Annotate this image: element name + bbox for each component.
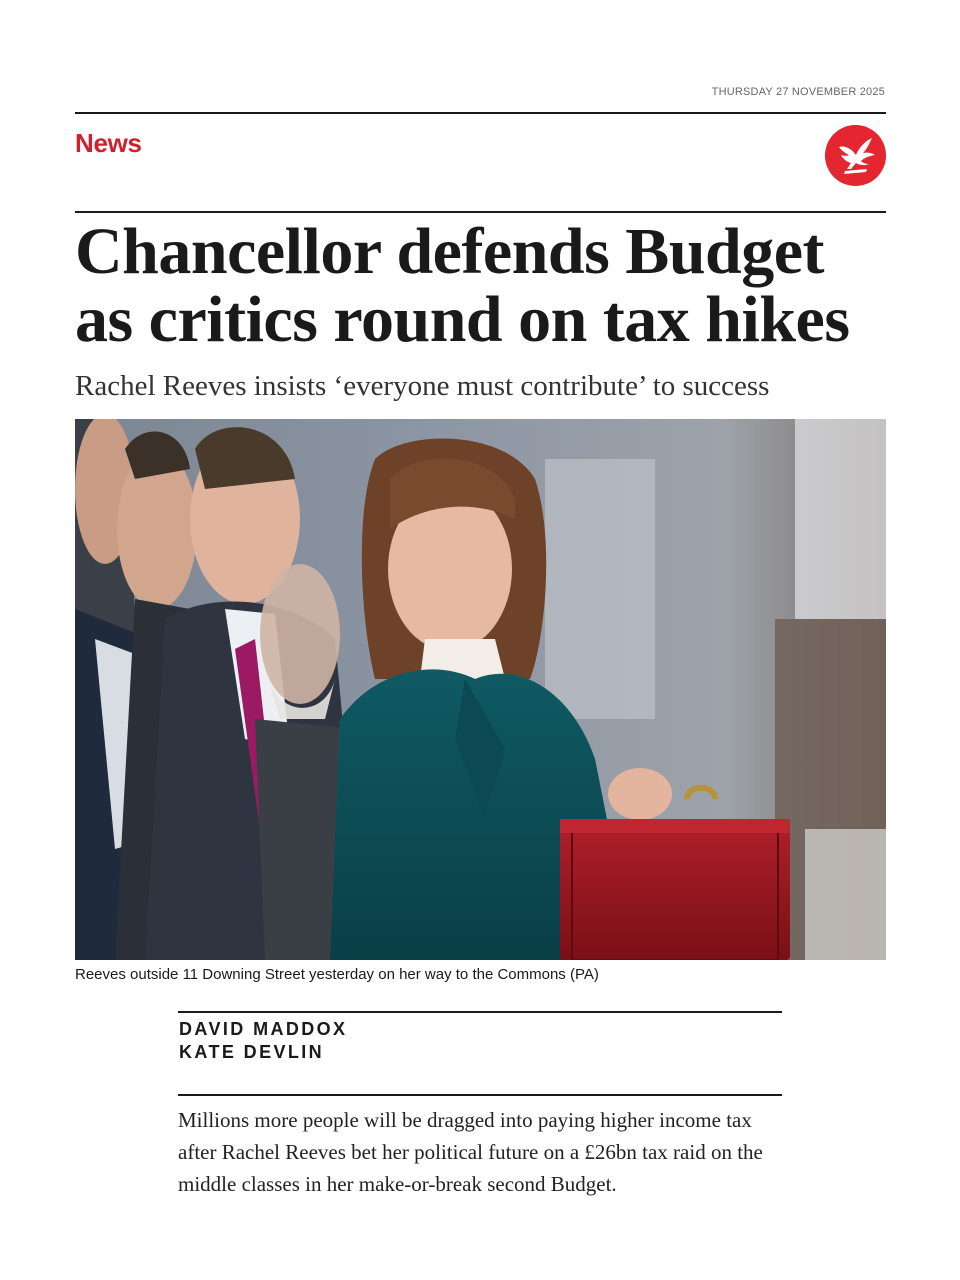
lead-photo[interactable]: [75, 419, 886, 960]
photo-caption: Reeves outside 11 Downing Street yesterday on her way to the Commons (PA): [75, 966, 599, 983]
standfirst: Rachel Reeves insists ‘everyone must contribute’ to success: [75, 370, 770, 402]
publication-date: THURSDAY 27 NOVEMBER 2025: [711, 86, 885, 98]
article-body: Millions more people will be dragged into paying higher income tax after Rachel Reeves bet her political future on a £26bn tax raid on the middle classes in her make-or-break second Budget.: [178, 1108, 763, 1196]
author-link[interactable]: KATE DEVLIN: [179, 1042, 325, 1062]
eagle-icon[interactable]: [825, 125, 886, 186]
headline-line-1: Chancellor defends Budget: [75, 215, 825, 288]
byline-bottom-divider: [178, 1094, 782, 1096]
headline-line-2: as critics round on tax hikes: [75, 283, 850, 356]
headline-divider: [75, 211, 886, 213]
author-link[interactable]: DAVID MADDOX: [179, 1019, 348, 1039]
top-divider: [75, 112, 886, 114]
section-label[interactable]: News: [75, 128, 142, 158]
byline-block: [179, 1018, 347, 1064]
byline-top-divider: [178, 1011, 782, 1013]
headline: [75, 215, 905, 356]
